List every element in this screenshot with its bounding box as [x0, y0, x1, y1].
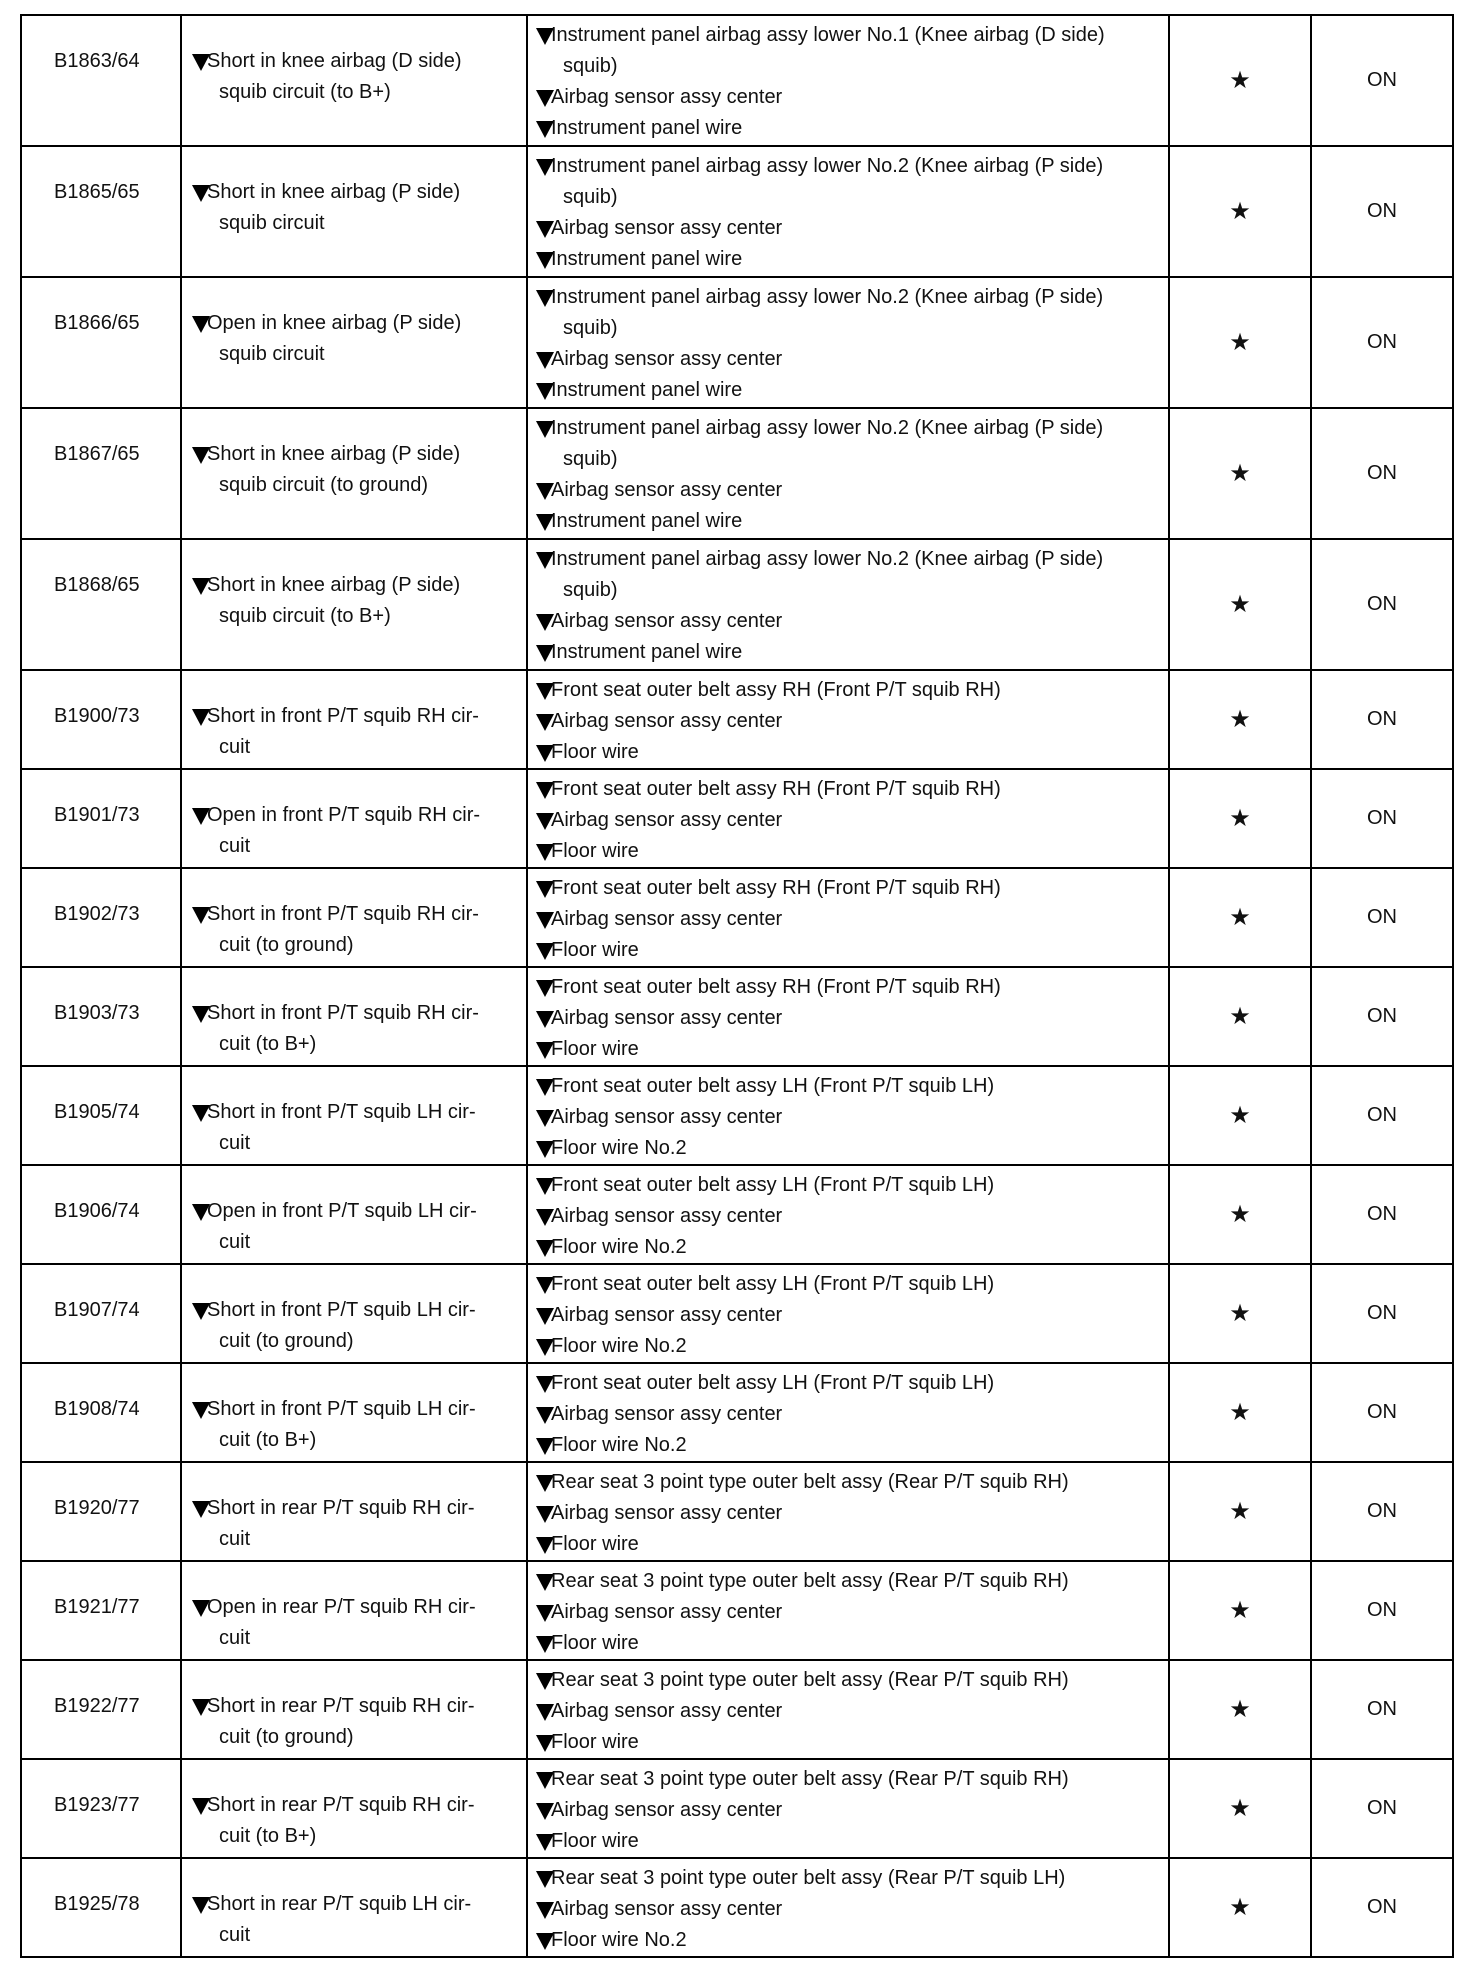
trouble-area-line: Airbag sensor assy center	[551, 1205, 783, 1227]
detection-item	[181, 967, 527, 1066]
detection-item	[181, 1363, 527, 1462]
detection-line: Short in rear P/T squib LH cir-	[207, 1893, 472, 1915]
dtc-code: B1922/77	[21, 1660, 181, 1759]
trouble-area-line: Floor wire No.2	[551, 1236, 687, 1258]
trouble-area-line: Airbag sensor assy center	[551, 1898, 783, 1920]
dtc-code: B1863/64	[21, 15, 181, 146]
trouble-area-item	[536, 1071, 1162, 1102]
warning-light-status: ON	[1311, 146, 1453, 277]
trouble-area-item	[536, 1597, 1162, 1628]
trouble-area-item	[536, 213, 1162, 244]
trouble-area	[527, 1462, 1169, 1561]
trouble-area-item	[536, 151, 1162, 213]
trouble-area-line: Airbag sensor assy center	[551, 479, 783, 501]
trouble-area-item	[536, 1102, 1162, 1133]
trouble-area-item	[536, 82, 1162, 113]
trouble-area-line: Instrument panel wire	[551, 248, 743, 270]
trouble-area-item	[536, 1696, 1162, 1727]
trouble-area-line: Front seat outer belt assy RH (Front P/T squib RH)	[551, 778, 1001, 800]
detection-line: Short in rear P/T squib RH cir-	[207, 1695, 475, 1717]
trouble-area-item	[536, 544, 1162, 606]
dtc-code: B1921/77	[21, 1561, 181, 1660]
detection-item	[181, 1165, 527, 1264]
trouble-area-item	[536, 1034, 1162, 1065]
trouble-area-item	[536, 1331, 1162, 1362]
trouble-area-item	[536, 506, 1162, 537]
detection-line: Short in rear P/T squib RH cir-	[207, 1794, 475, 1816]
detection-line: squib circuit (to B+)	[219, 605, 391, 627]
warning-light-status: ON	[1311, 1363, 1453, 1462]
detection-item	[181, 670, 527, 769]
table-row	[21, 15, 1453, 146]
star-icon: ★	[1169, 539, 1311, 670]
trouble-area-line: Front seat outer belt assy RH (Front P/T squib RH)	[551, 679, 1001, 701]
detection-item	[181, 1264, 527, 1363]
star-icon: ★	[1169, 1165, 1311, 1264]
table-row	[21, 1264, 1453, 1363]
detection-line: cuit	[219, 1132, 251, 1154]
trouble-area-line: Airbag sensor assy center	[551, 1601, 783, 1623]
table-row	[21, 1858, 1453, 1957]
trouble-area-item	[536, 675, 1162, 706]
detection-line: squib circuit	[219, 343, 325, 365]
detection-line: Open in knee airbag (P side)	[207, 312, 462, 334]
dtc-code: B1925/78	[21, 1858, 181, 1957]
detection-line: Short in knee airbag (P side)	[207, 181, 461, 203]
trouble-area-line: squib)	[563, 55, 618, 77]
trouble-area-line: Front seat outer belt assy LH (Front P/T squib LH)	[551, 1372, 995, 1394]
trouble-area-item	[536, 1300, 1162, 1331]
trouble-area-line: Floor wire	[551, 1731, 639, 1753]
detection-item	[181, 539, 527, 670]
warning-light-status: ON	[1311, 1561, 1453, 1660]
trouble-area-line: Floor wire No.2	[551, 1335, 687, 1357]
star-icon: ★	[1169, 1561, 1311, 1660]
trouble-area	[527, 15, 1169, 146]
trouble-area-item	[536, 1764, 1162, 1795]
trouble-area-item	[536, 475, 1162, 506]
trouble-area-line: Floor wire	[551, 1632, 639, 1654]
trouble-area-item	[536, 1201, 1162, 1232]
table-row	[21, 1660, 1453, 1759]
dtc-table	[20, 14, 1454, 1958]
detection-line: Short in knee airbag (D side)	[207, 50, 462, 72]
trouble-area	[527, 408, 1169, 539]
trouble-area-line: Front seat outer belt assy LH (Front P/T squib LH)	[551, 1174, 995, 1196]
trouble-area-line: Floor wire No.2	[551, 1929, 687, 1951]
trouble-area-line: Airbag sensor assy center	[551, 1007, 783, 1029]
detection-line: Short in front P/T squib RH cir-	[207, 1002, 479, 1024]
trouble-area-line: Airbag sensor assy center	[551, 610, 783, 632]
detection-item	[181, 1561, 527, 1660]
trouble-area-item	[536, 20, 1162, 82]
detection-line: Open in front P/T squib RH cir-	[207, 804, 481, 826]
table-row	[21, 1462, 1453, 1561]
detection-item	[181, 1462, 527, 1561]
star-icon: ★	[1169, 408, 1311, 539]
detection-line: Open in rear P/T squib RH cir-	[207, 1596, 476, 1618]
table-row	[21, 1363, 1453, 1462]
trouble-area-item	[536, 1727, 1162, 1758]
star-icon: ★	[1169, 1759, 1311, 1858]
warning-light-status: ON	[1311, 1462, 1453, 1561]
trouble-area-line: Instrument panel airbag assy lower No.2 (Knee airbag (P side)	[551, 548, 1104, 570]
trouble-area-line: Front seat outer belt assy RH (Front P/T squib RH)	[551, 877, 1001, 899]
trouble-area-line: Airbag sensor assy center	[551, 217, 783, 239]
star-icon: ★	[1169, 1660, 1311, 1759]
trouble-area-item	[536, 1628, 1162, 1659]
dtc-code: B1867/65	[21, 408, 181, 539]
star-icon: ★	[1169, 1363, 1311, 1462]
trouble-area	[527, 1363, 1169, 1462]
dtc-code: B1908/74	[21, 1363, 181, 1462]
detection-line: cuit (to B+)	[219, 1825, 317, 1847]
detection-line: cuit	[219, 835, 251, 857]
dtc-code: B1900/73	[21, 670, 181, 769]
trouble-area	[527, 1858, 1169, 1957]
detection-line: cuit	[219, 736, 251, 758]
detection-item	[181, 868, 527, 967]
warning-light-status: ON	[1311, 1264, 1453, 1363]
trouble-area-line: Rear seat 3 point type outer belt assy (Rear P/T squib RH)	[551, 1471, 1069, 1493]
trouble-area	[527, 1561, 1169, 1660]
dtc-code: B1865/65	[21, 146, 181, 277]
dtc-code: B1905/74	[21, 1066, 181, 1165]
trouble-area-line: Floor wire	[551, 741, 639, 763]
warning-light-status: ON	[1311, 1066, 1453, 1165]
trouble-area	[527, 1066, 1169, 1165]
trouble-area-line: Instrument panel wire	[551, 510, 743, 532]
trouble-area-item	[536, 606, 1162, 637]
dtc-code: B1920/77	[21, 1462, 181, 1561]
dtc-table-body	[21, 15, 1453, 1957]
detection-line: squib circuit (to B+)	[219, 81, 391, 103]
warning-light-status: ON	[1311, 967, 1453, 1066]
table-row	[21, 539, 1453, 670]
detection-line: cuit (to ground)	[219, 1726, 354, 1748]
trouble-area-line: squib)	[563, 186, 618, 208]
dtc-code: B1907/74	[21, 1264, 181, 1363]
trouble-area-line: Floor wire	[551, 1038, 639, 1060]
dtc-code: B1866/65	[21, 277, 181, 408]
dtc-code: B1906/74	[21, 1165, 181, 1264]
trouble-area-line: Airbag sensor assy center	[551, 1106, 783, 1128]
trouble-area-item	[536, 972, 1162, 1003]
trouble-area-line: Airbag sensor assy center	[551, 1502, 783, 1524]
warning-light-status: ON	[1311, 1660, 1453, 1759]
trouble-area-line: Airbag sensor assy center	[551, 809, 783, 831]
warning-light-status: ON	[1311, 769, 1453, 868]
trouble-area-line: Airbag sensor assy center	[551, 1799, 783, 1821]
trouble-area-item	[536, 1170, 1162, 1201]
trouble-area	[527, 1660, 1169, 1759]
warning-light-status: ON	[1311, 1759, 1453, 1858]
table-row	[21, 967, 1453, 1066]
warning-light-status: ON	[1311, 15, 1453, 146]
trouble-area-item	[536, 1133, 1162, 1164]
table-row	[21, 146, 1453, 277]
detection-item	[181, 277, 527, 408]
detection-line: Short in front P/T squib LH cir-	[207, 1299, 476, 1321]
trouble-area-line: Airbag sensor assy center	[551, 1700, 783, 1722]
trouble-area-line: Floor wire	[551, 1533, 639, 1555]
trouble-area-item	[536, 1003, 1162, 1034]
star-icon: ★	[1169, 146, 1311, 277]
trouble-area-line: Airbag sensor assy center	[551, 710, 783, 732]
table-row	[21, 868, 1453, 967]
detection-line: cuit	[219, 1627, 251, 1649]
trouble-area-line: Front seat outer belt assy RH (Front P/T squib RH)	[551, 976, 1001, 998]
dtc-code: B1868/65	[21, 539, 181, 670]
trouble-area	[527, 146, 1169, 277]
trouble-area-line: Floor wire	[551, 939, 639, 961]
trouble-area-line: Rear seat 3 point type outer belt assy (Rear P/T squib RH)	[551, 1669, 1069, 1691]
star-icon: ★	[1169, 1264, 1311, 1363]
trouble-area-line: Airbag sensor assy center	[551, 908, 783, 930]
detection-line: Short in front P/T squib LH cir-	[207, 1101, 476, 1123]
trouble-area-line: Airbag sensor assy center	[551, 348, 783, 370]
table-row	[21, 1561, 1453, 1660]
trouble-area-item	[536, 637, 1162, 668]
trouble-area-line: Floor wire	[551, 840, 639, 862]
detection-item	[181, 146, 527, 277]
trouble-area-line: Instrument panel airbag assy lower No.2 (Knee airbag (P side)	[551, 155, 1104, 177]
detection-line: cuit (to ground)	[219, 1330, 354, 1352]
star-icon: ★	[1169, 1858, 1311, 1957]
detection-line: cuit (to B+)	[219, 1033, 317, 1055]
trouble-area-line: Airbag sensor assy center	[551, 86, 783, 108]
detection-line: squib circuit	[219, 212, 325, 234]
star-icon: ★	[1169, 670, 1311, 769]
trouble-area-line: Airbag sensor assy center	[551, 1403, 783, 1425]
trouble-area	[527, 539, 1169, 670]
star-icon: ★	[1169, 1066, 1311, 1165]
detection-item	[181, 1066, 527, 1165]
trouble-area-item	[536, 706, 1162, 737]
detection-line: Short in front P/T squib RH cir-	[207, 903, 479, 925]
dtc-code: B1923/77	[21, 1759, 181, 1858]
warning-light-status: ON	[1311, 1165, 1453, 1264]
detection-item	[181, 769, 527, 868]
trouble-area	[527, 967, 1169, 1066]
trouble-area-line: Instrument panel wire	[551, 379, 743, 401]
trouble-area-item	[536, 1826, 1162, 1857]
trouble-area	[527, 1165, 1169, 1264]
star-icon: ★	[1169, 15, 1311, 146]
star-icon: ★	[1169, 868, 1311, 967]
star-icon: ★	[1169, 967, 1311, 1066]
trouble-area	[527, 277, 1169, 408]
trouble-area-item	[536, 904, 1162, 935]
detection-item	[181, 1858, 527, 1957]
warning-light-status: ON	[1311, 670, 1453, 769]
trouble-area-item	[536, 1566, 1162, 1597]
table-row	[21, 1066, 1453, 1165]
trouble-area-line: Rear seat 3 point type outer belt assy (Rear P/T squib RH)	[551, 1570, 1069, 1592]
trouble-area-item	[536, 805, 1162, 836]
trouble-area-item	[536, 1863, 1162, 1894]
trouble-area-line: Airbag sensor assy center	[551, 1304, 783, 1326]
dtc-code: B1902/73	[21, 868, 181, 967]
trouble-area-line: Front seat outer belt assy LH (Front P/T squib LH)	[551, 1273, 995, 1295]
dtc-code: B1903/73	[21, 967, 181, 1066]
trouble-area-item	[536, 774, 1162, 805]
table-row	[21, 769, 1453, 868]
detection-line: cuit (to B+)	[219, 1429, 317, 1451]
trouble-area-item	[536, 873, 1162, 904]
trouble-area-line: Floor wire	[551, 1830, 639, 1852]
trouble-area-item	[536, 935, 1162, 966]
trouble-area-line: Instrument panel airbag assy lower No.2 (Knee airbag (P side)	[551, 286, 1104, 308]
warning-light-status: ON	[1311, 277, 1453, 408]
detection-line: cuit	[219, 1231, 251, 1253]
detection-line: Short in knee airbag (P side)	[207, 574, 461, 596]
table-row	[21, 1165, 1453, 1264]
trouble-area	[527, 1264, 1169, 1363]
trouble-area-line: Rear seat 3 point type outer belt assy (Rear P/T squib LH)	[551, 1867, 1066, 1889]
trouble-area-line: Rear seat 3 point type outer belt assy (Rear P/T squib RH)	[551, 1768, 1069, 1790]
detection-item	[181, 1759, 527, 1858]
table-row	[21, 1759, 1453, 1858]
trouble-area-line: Instrument panel airbag assy lower No.2 (Knee airbag (P side)	[551, 417, 1104, 439]
trouble-area-line: Floor wire No.2	[551, 1137, 687, 1159]
trouble-area-item	[536, 413, 1162, 475]
trouble-area-line: squib)	[563, 317, 618, 339]
trouble-area-item	[536, 113, 1162, 144]
trouble-area-item	[536, 836, 1162, 867]
trouble-area-item	[536, 1795, 1162, 1826]
trouble-area-item	[536, 1894, 1162, 1925]
trouble-area-line: Instrument panel wire	[551, 117, 743, 139]
trouble-area-line: squib)	[563, 579, 618, 601]
trouble-area-line: Front seat outer belt assy LH (Front P/T squib LH)	[551, 1075, 995, 1097]
trouble-area-item	[536, 1232, 1162, 1263]
detection-line: cuit	[219, 1528, 251, 1550]
trouble-area-item	[536, 1368, 1162, 1399]
trouble-area-item	[536, 1925, 1162, 1956]
detection-line: squib circuit (to ground)	[219, 474, 428, 496]
trouble-area-item	[536, 344, 1162, 375]
trouble-area-line: Instrument panel wire	[551, 641, 743, 663]
detection-line: Short in knee airbag (P side)	[207, 443, 461, 465]
warning-light-status: ON	[1311, 539, 1453, 670]
trouble-area-item	[536, 1269, 1162, 1300]
trouble-area-item	[536, 1529, 1162, 1560]
table-row	[21, 408, 1453, 539]
trouble-area-item	[536, 1498, 1162, 1529]
detection-line: cuit	[219, 1924, 251, 1946]
detection-line: Short in rear P/T squib RH cir-	[207, 1497, 475, 1519]
trouble-area	[527, 1759, 1169, 1858]
detection-line: Short in front P/T squib LH cir-	[207, 1398, 476, 1420]
trouble-area	[527, 670, 1169, 769]
warning-light-status: ON	[1311, 868, 1453, 967]
trouble-area-line: squib)	[563, 448, 618, 470]
star-icon: ★	[1169, 769, 1311, 868]
star-icon: ★	[1169, 1462, 1311, 1561]
dtc-code: B1901/73	[21, 769, 181, 868]
trouble-area-item	[536, 1665, 1162, 1696]
trouble-area-item	[536, 1399, 1162, 1430]
detection-line: Open in front P/T squib LH cir-	[207, 1200, 477, 1222]
detection-item	[181, 15, 527, 146]
warning-light-status: ON	[1311, 408, 1453, 539]
trouble-area-item	[536, 1430, 1162, 1461]
table-row	[21, 277, 1453, 408]
detection-item	[181, 408, 527, 539]
trouble-area-item	[536, 244, 1162, 275]
trouble-area-item	[536, 375, 1162, 406]
trouble-area-line: Instrument panel airbag assy lower No.1 (Knee airbag (D side)	[551, 24, 1105, 46]
trouble-area-item	[536, 1467, 1162, 1498]
trouble-area-line: Floor wire No.2	[551, 1434, 687, 1456]
trouble-area-item	[536, 282, 1162, 344]
trouble-area-item	[536, 737, 1162, 768]
detection-line: Short in front P/T squib RH cir-	[207, 705, 479, 727]
trouble-area	[527, 868, 1169, 967]
table-row	[21, 670, 1453, 769]
trouble-area	[527, 769, 1169, 868]
star-icon: ★	[1169, 277, 1311, 408]
warning-light-status: ON	[1311, 1858, 1453, 1957]
detection-line: cuit (to ground)	[219, 934, 354, 956]
detection-item	[181, 1660, 527, 1759]
